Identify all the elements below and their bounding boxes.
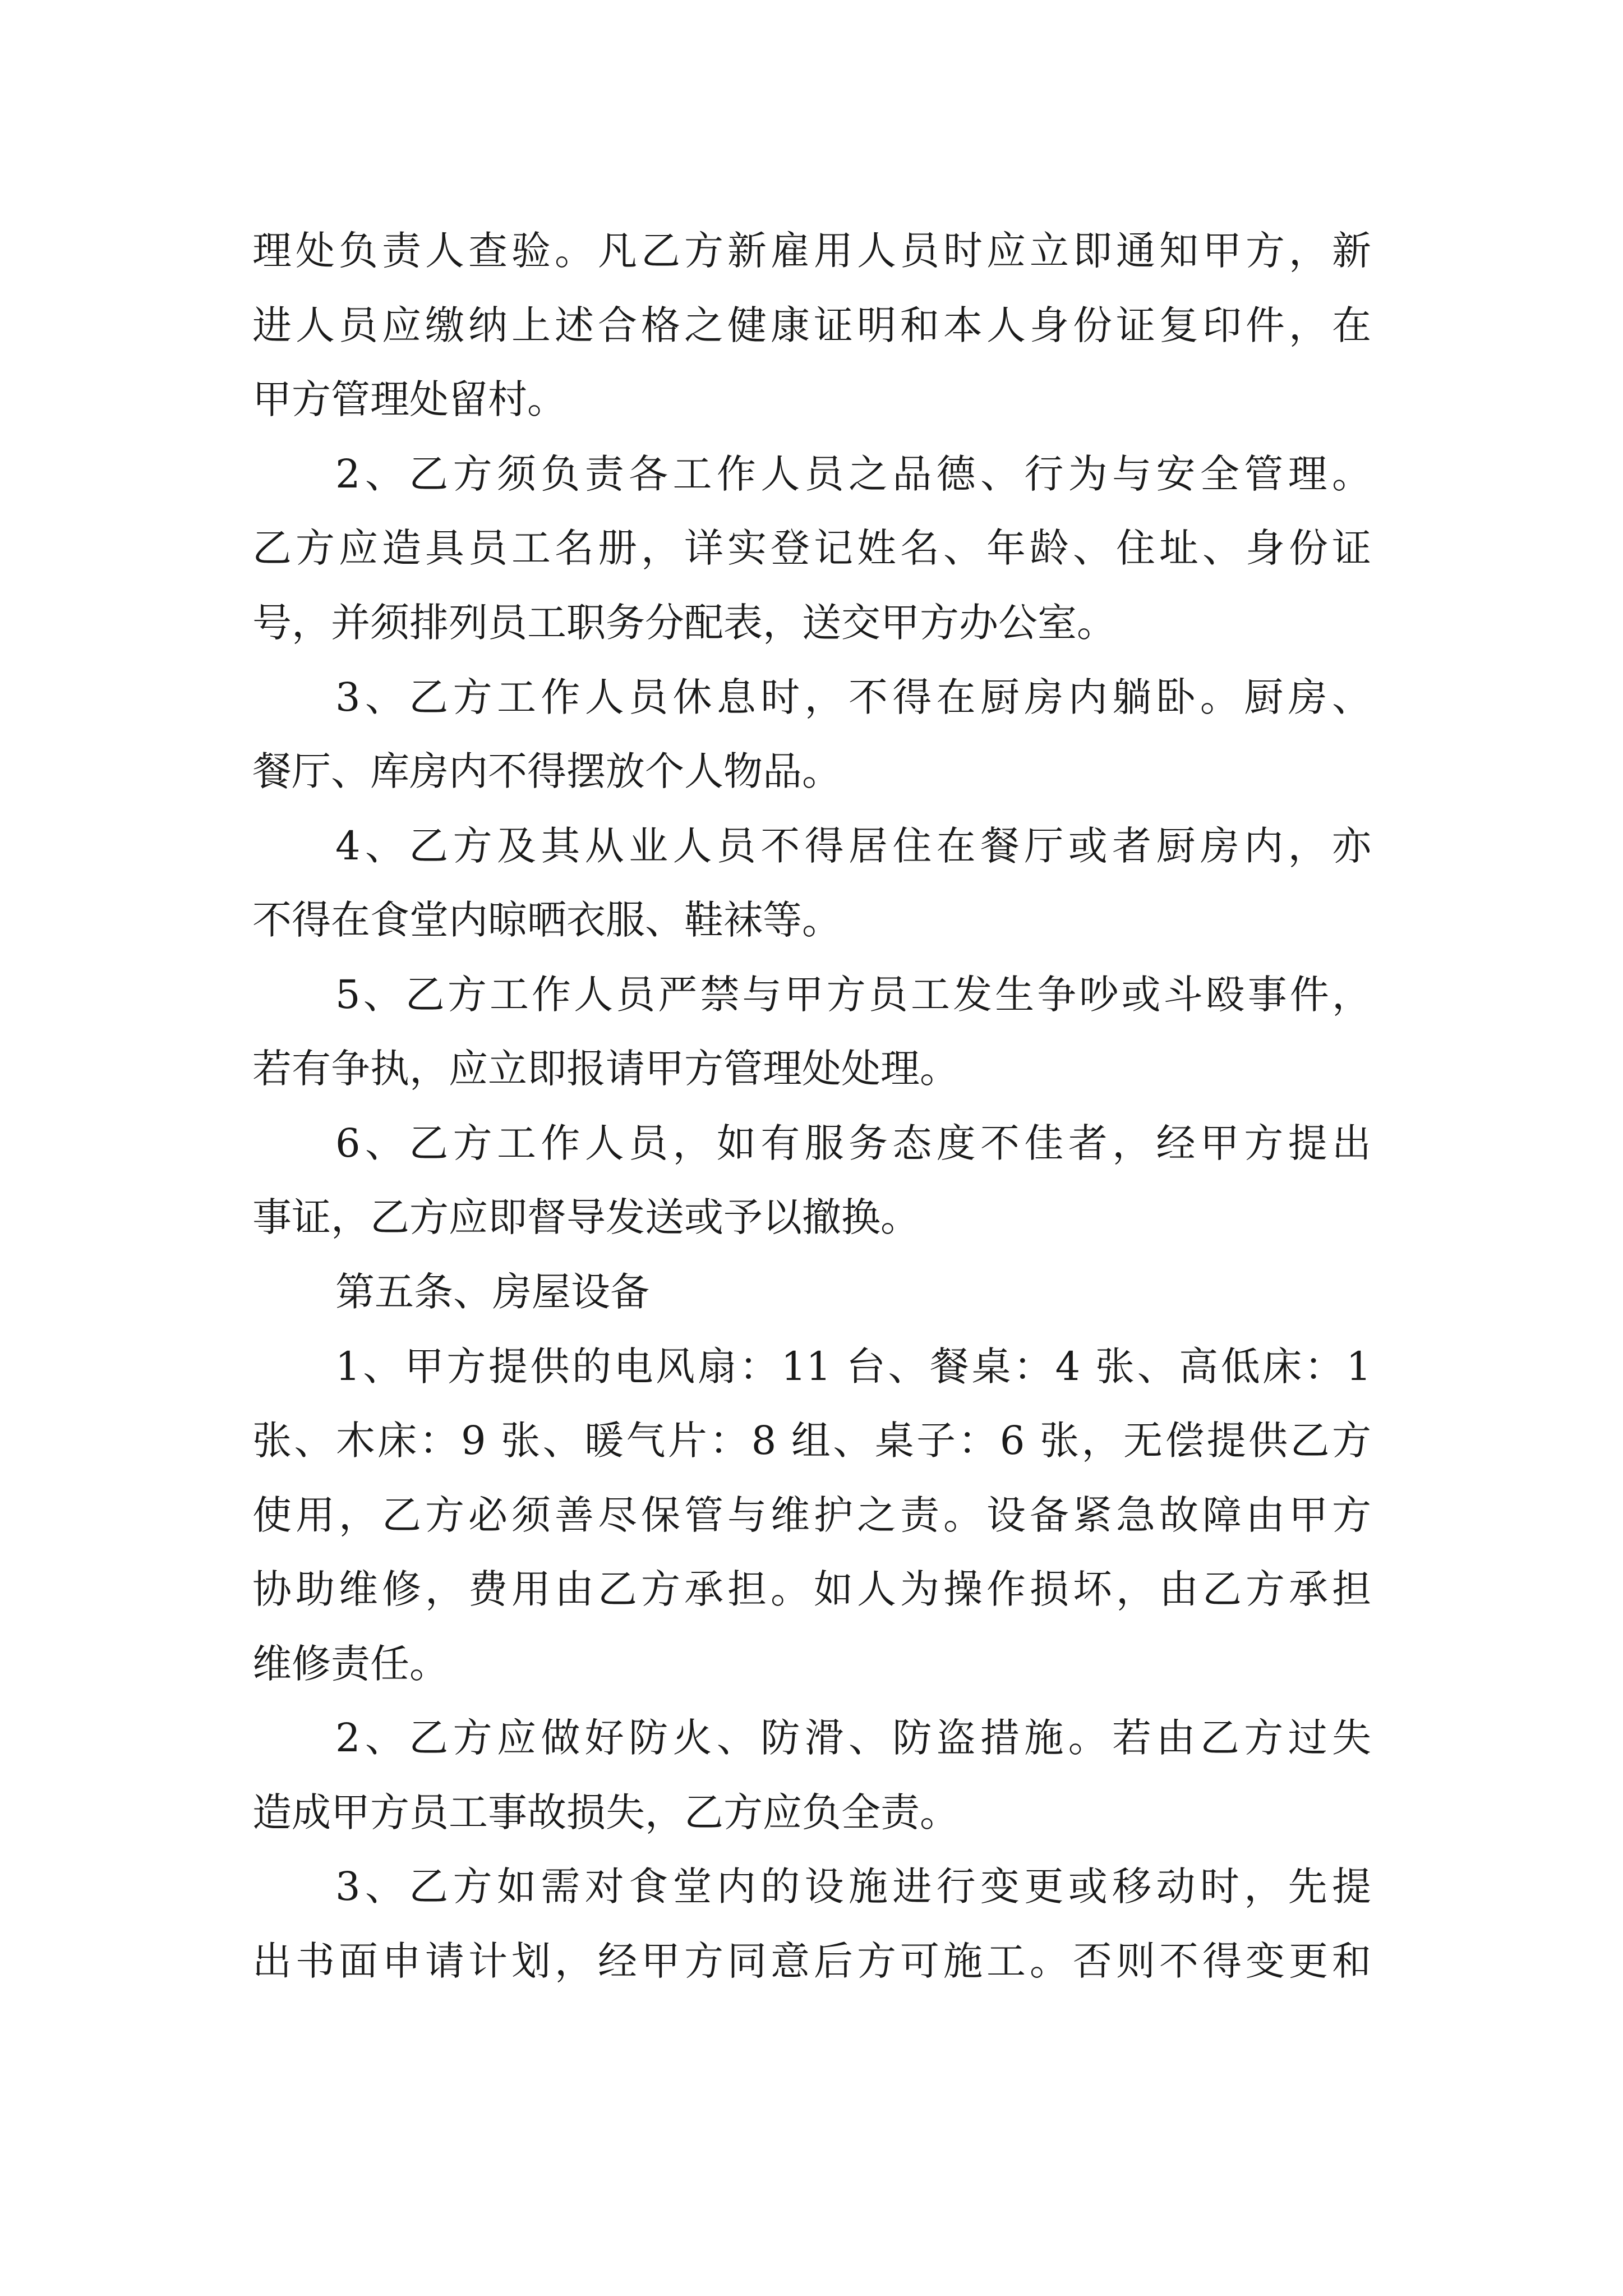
- text-line: 2、乙方应做好防火、防滑、防盗措施。若由乙方过失: [335, 1715, 1371, 1761]
- text-line: 进人员应缴纳上述合格之健康证明和本人身份证复印件，在: [252, 302, 1371, 348]
- text-line: 事证，乙方应即督导发送或予以撤换。: [252, 1194, 920, 1240]
- text-line: 5、乙方工作人员严禁与甲方员工发生争吵或斗殴事件，: [335, 972, 1371, 1018]
- text-line: 不得在食堂内晾晒衣服、鞋袜等。: [252, 897, 841, 943]
- text-line: 造成甲方员工事故损失，乙方应负全责。: [252, 1789, 959, 1835]
- text-line: 3、乙方工作人员休息时，不得在厨房内躺卧。厨房、: [335, 674, 1371, 720]
- text-line: 3、乙方如需对食堂内的设施进行变更或移动时，先提: [335, 1864, 1371, 1910]
- text-line: 甲方管理处留村。: [252, 376, 566, 422]
- text-line: 使用，乙方必须善尽保管与维护之责。设备紧急故障由甲方: [252, 1492, 1371, 1538]
- text-line: 张、木床：9 张、暖气片：8 组、桌子：6 张，无偿提供乙方: [252, 1418, 1371, 1464]
- text-line: 4、乙方及其从业人员不得居住在餐厅或者厨房内，亦: [335, 823, 1371, 869]
- text-line: 餐厅、库房内不得摆放个人物品。: [252, 748, 841, 794]
- text-line: 号，并须排列员工职务分配表，送交甲方办公室。: [252, 600, 1116, 646]
- text-line: 2、乙方须负责各工作人员之品德、行为与安全管理。: [335, 451, 1371, 497]
- text-line: 1、甲方提供的电风扇：11 台、餐桌：4 张、高低床：1: [335, 1343, 1371, 1389]
- text-line: 理处负责人查验。凡乙方新雇用人员时应立即通知甲方，新: [252, 228, 1371, 274]
- text-line: 协助维修，费用由乙方承担。如人为操作损坏，由乙方承担: [252, 1566, 1371, 1612]
- text-line: 若有争执，应立即报请甲方管理处处理。: [252, 1046, 959, 1092]
- section-heading: 第五条、房屋设备: [335, 1269, 649, 1315]
- text-line: 维修责任。: [252, 1641, 449, 1687]
- text-line: 6、乙方工作人员，如有服务态度不佳者，经甲方提出: [335, 1120, 1371, 1166]
- text-line: 乙方应造具员工名册，详实登记姓名、年龄、住址、身份证: [252, 525, 1371, 571]
- text-line: 出书面申请计划，经甲方同意后方可施工。否则不得变更和: [252, 1938, 1371, 1984]
